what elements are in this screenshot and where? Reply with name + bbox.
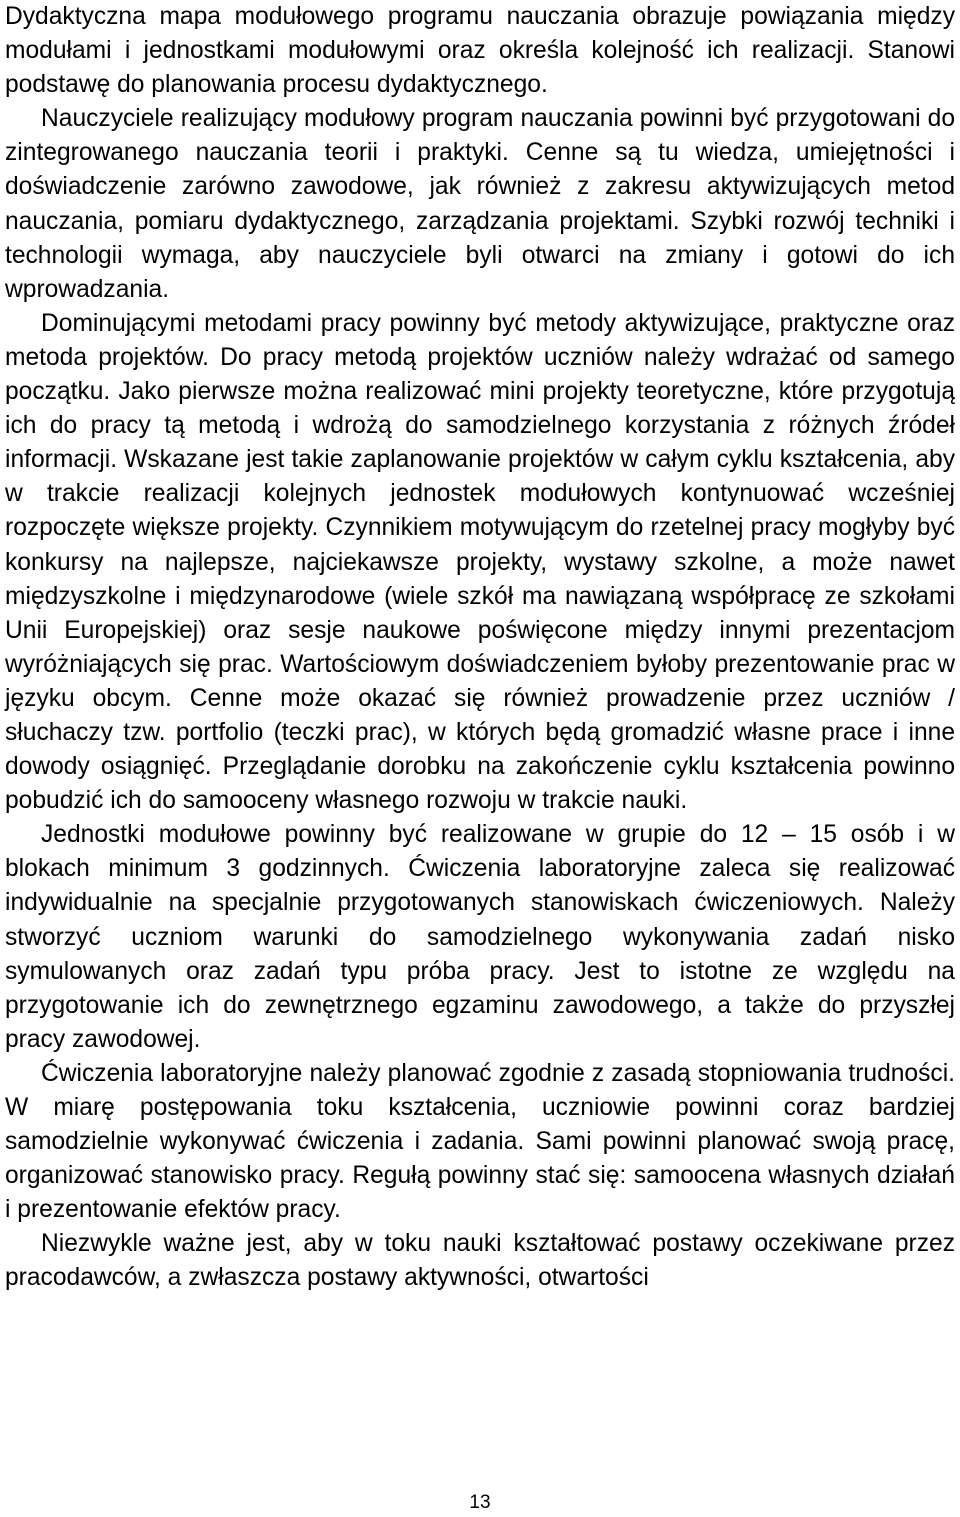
document-page xyxy=(5,0,955,1296)
page-number: 13 xyxy=(469,1492,491,1513)
paragraph-methods: Dominującymi metodami pracy powinny być metody aktywizujące, praktyczne oraz metoda projektów. Do pracy metodą projektów uczniów należy wdrażać od samego początku. Jako pierwsze można realizować mini projekty teoretyczne, które przygotują ich do pracy tą metodą i wdrożą do samodzielnego korzystania z różnych źródeł informacji. Wskazane jest takie zaplanowanie projektów w całym cyklu kształcenia, aby w trakcie realizacji kolejnych jednostek modułowych kontynuować wcześniej rozpoczęte większe projekty. Czynnikiem motywującym do rzetelnej pracy mogłyby być konkursy na najlepsze, najciekawsze projekty, wystawy szkolne, a może nawet międzyszkolne i międzynarodowe (wiele szkół ma nawiązaną współpracę ze szkołami Unii Europejskiej) oraz sesje naukowe poświęcone między innymi prezentacjom wyróżniających się prac. Wartościowym doświadczeniem byłoby prezentowanie prac w języku obcym. Cenne może okazać się również prowadzenie przez uczniów / słuchaczy tzw. portfolio (teczki prac), w których będą gromadzić własne prace i inne dowody osiągnięć. Przeglądanie dorobku na zakończenie cyklu kształcenia powinno pobudzić ich do samooceny własnego rozwoju w trakcie nauki. xyxy=(5,309,955,815)
paragraph-attitudes: Niezwykle ważne jest, aby w toku nauki kształtować postawy oczekiwane przez pracodawców, a zwłaszcza postawy aktywności, otwartości xyxy=(5,1230,955,1292)
paragraph-units: Jednostki modułowe powinny być realizowane w grupie do 12 – 15 osób i w blokach minimum 3 godzinnych. Ćwiczenia laboratoryjne zaleca się realizować indywidualnie na specjalnie przygotowanych stanowiskach ćwiczeniowych. Należy stworzyć uczniom warunki do samodzielnego wykonywania zadań nisko symulowanych oraz zadań typu próba pracy. Jest to istotne ze względu na przygotowanie ich do zewnętrznego egzaminu zawodowego, a także do przyszłej pracy zawodowej. xyxy=(5,821,955,1053)
paragraph-teachers: Nauczyciele realizujący modułowy program nauczania powinni być przygotowani do zintegrowanego nauczania teorii i praktyki. Cenne są tu wiedza, umiejętności i doświadczenie zarówno zawodowe, jak również z zakresu aktywizujących metod nauczania, pomiaru dydaktycznego, zarządzania projektami. Szybki rozwój techniki i technologii wymaga, aby nauczyciele byli otwarci na zmiany i gotowi do ich wprowadzania. xyxy=(5,105,955,303)
paragraph-exercises: Ćwiczenia laboratoryjne należy planować zgodnie z zasadą stopniowania trudności. W miarę postępowania toku kształcenia, uczniowie powinni coraz bardziej samodzielnie wykonywać ćwiczenia i zadania. Sami powinni planować swoją pracę, organizować stanowisko pracy. Regułą powinny stać się: samoocena własnych działań i prezentowanie efektów pracy. xyxy=(5,1059,955,1224)
paragraph-map: Dydaktyczna mapa modułowego programu nauczania obrazuje powiązania między modułami i jednostkami modułowymi oraz określa kolejność ich realizacji. Stanowi podstawę do planowania procesu dydaktycznego. xyxy=(5,3,955,99)
